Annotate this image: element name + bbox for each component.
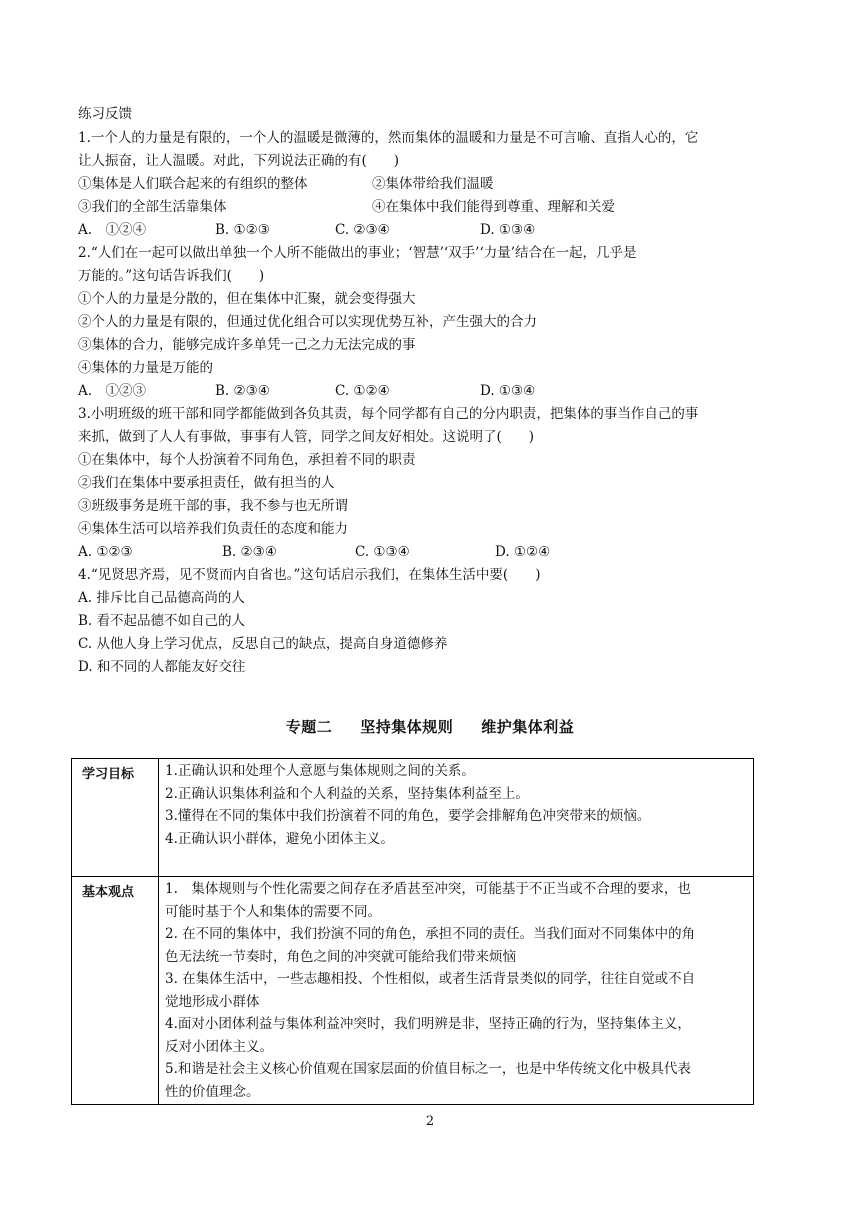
q3-stem-line-1: 3.小明班级的班干部和同学都能做到各负其责，每个同学都有自己的分内职责，把集体的事当作自己的事 (78, 406, 699, 422)
q2-option-b: B. ②③④ (215, 383, 270, 399)
topic-title-part1: 专题二 (285, 718, 333, 736)
q1-statement-3: ③我们的全部生活靠集体 (78, 199, 227, 215)
q3-option-c: C. ①③④ (355, 544, 410, 560)
q2-stem-line-2: 万能的。”这句话告诉我们( ) (78, 268, 265, 284)
q3-statement-4: ④集体生活可以培养我们负责任的态度和能力 (78, 521, 348, 537)
topic-title (0, 716, 860, 737)
q2-option-a: A. ①②③ (78, 383, 147, 399)
goal-item: 1.正确认识和处理个人意愿与集体规则之间的关系。 (165, 763, 475, 779)
view-line: 色无法统一节奏时，角色之间的冲突就可能给我们带来烦恼 (165, 948, 516, 965)
q1-statement-2: ②集体带给我们温暖 (372, 176, 494, 192)
view-line: 反对小团体主义。 (165, 1038, 273, 1055)
q3-option-b: B. ②③④ (222, 544, 277, 560)
goals-row (72, 759, 754, 877)
view-line: 性的价值理念。 (165, 1083, 260, 1100)
view-line: 1. 集体规则与个性化需要之间存在矛盾甚至冲突，可能基于不正当或不合理的要求，也 (165, 881, 691, 897)
view-line: 5.和谐是社会主义核心价值观在国家层面的价值目标之一，也是中华传统文化中极具代表 (165, 1061, 691, 1077)
q4-choice-d: D. 和不同的人都能友好交往 (78, 659, 246, 675)
q1-stem-line-1: 1.一个人的力量是有限的，一个人的温暖是微薄的，然而集体的温暖和力量是不可言喻、直指人心的，它 (78, 130, 699, 146)
q1-option-a: A. ①②④ (78, 222, 147, 238)
topic-title-part2: 坚持集体规则 (360, 718, 454, 736)
view-line: 觉地形成小群体 (165, 993, 260, 1010)
q2-stem-line-1: 2.“人们在一起可以做出单独一个人所不能做出的事业；‘智慧’‘双手’‘力量’结合在一起，几乎是 (78, 245, 637, 261)
topic-table (71, 758, 754, 1105)
q3-stem-line-2: 来抓，做到了人人有事做，事事有人管，同学之间友好相处。这说明了( ) (78, 429, 535, 445)
q3-option-d: D. ①②④ (495, 544, 551, 560)
q1-option-d: D. ①③④ (480, 222, 536, 238)
q4-stem: 4.“见贤思齐焉，见不贤而内自省也。”这句话启示我们，在集体生活中要( ) (78, 567, 541, 583)
q3-option-a: A. ①②③ (78, 544, 133, 560)
view-line: 3. 在集体生活中，一些志趣相投、个性相似，或者生活背景类似的同学，往往自觉或不自 (165, 971, 696, 987)
q1-option-b: B. ①②③ (215, 222, 270, 238)
goal-item: 4.正确认识小群体，避免小团体主义。 (165, 830, 394, 847)
view-line: 4.面对小团体利益与集体利益冲突时，我们明辨是非，坚持正确的行为，坚持集体主义， (165, 1016, 691, 1032)
views-label: 基本观点 (72, 877, 159, 1105)
q4-choice-a: A. 排斥比自己品德高尚的人 (78, 590, 245, 606)
view-line: 可能时基于个人和集体的需要不同。 (165, 903, 381, 920)
q3-statement-2: ②我们在集体中要承担责任，做有担当的人 (78, 475, 335, 491)
q2-statement-2: ②个人的力量是有限的，但通过优化组合可以实现优势互补，产生强大的合力 (78, 314, 537, 330)
goal-item: 2.正确认识集体利益和个人利益的关系，坚持集体利益至上。 (165, 785, 529, 802)
q4-choice-c: C. 从他人身上学习优点，反思自己的缺点，提高自身道德修养 (78, 636, 448, 652)
section-heading: 练习反馈 (78, 106, 132, 122)
q2-option-d: D. ①③④ (480, 383, 536, 399)
q2-statement-4: ④集体的力量是万能的 (78, 360, 213, 376)
q3-statement-3: ③班级事务是班干部的事，我不参与也无所谓 (78, 498, 348, 514)
q2-option-c: C. ①②④ (335, 383, 390, 399)
q3-statement-1: ①在集体中，每个人扮演着不同角色，承担着不同的职责 (78, 452, 416, 468)
q1-statement-4: ④在集体中我们能得到尊重、理解和关爱 (372, 199, 615, 215)
q2-statement-3: ③集体的合力，能够完成许多单凭一己之力无法完成的事 (78, 337, 416, 353)
page-number: 2 (425, 1114, 435, 1129)
views-cell (159, 877, 754, 1105)
goals-label: 学习目标 (72, 759, 159, 877)
views-row (72, 877, 754, 1105)
q2-statement-1: ①个人的力量是分散的，但在集体中汇聚，就会变得强大 (78, 291, 416, 307)
q4-choice-b: B. 看不起品德不如自己的人 (78, 613, 246, 629)
q1-stem-line-2: 让人振奋，让人温暖。对此，下列说法正确的有( ) (78, 153, 400, 169)
topic-title-part3: 维护集体利益 (481, 718, 575, 736)
goals-cell (159, 759, 754, 877)
q1-statement-1: ①集体是人们联合起来的有组织的整体 (78, 176, 308, 192)
goal-item: 3.懂得在不同的集体中我们扮演着不同的角色，要学会排解角色冲突带来的烦恼。 (165, 808, 651, 824)
view-line: 2. 在不同的集体中，我们扮演不同的角色，承担不同的责任。当我们面对不同集体中的角 (165, 926, 696, 942)
q1-option-c: C. ②③④ (335, 222, 390, 238)
